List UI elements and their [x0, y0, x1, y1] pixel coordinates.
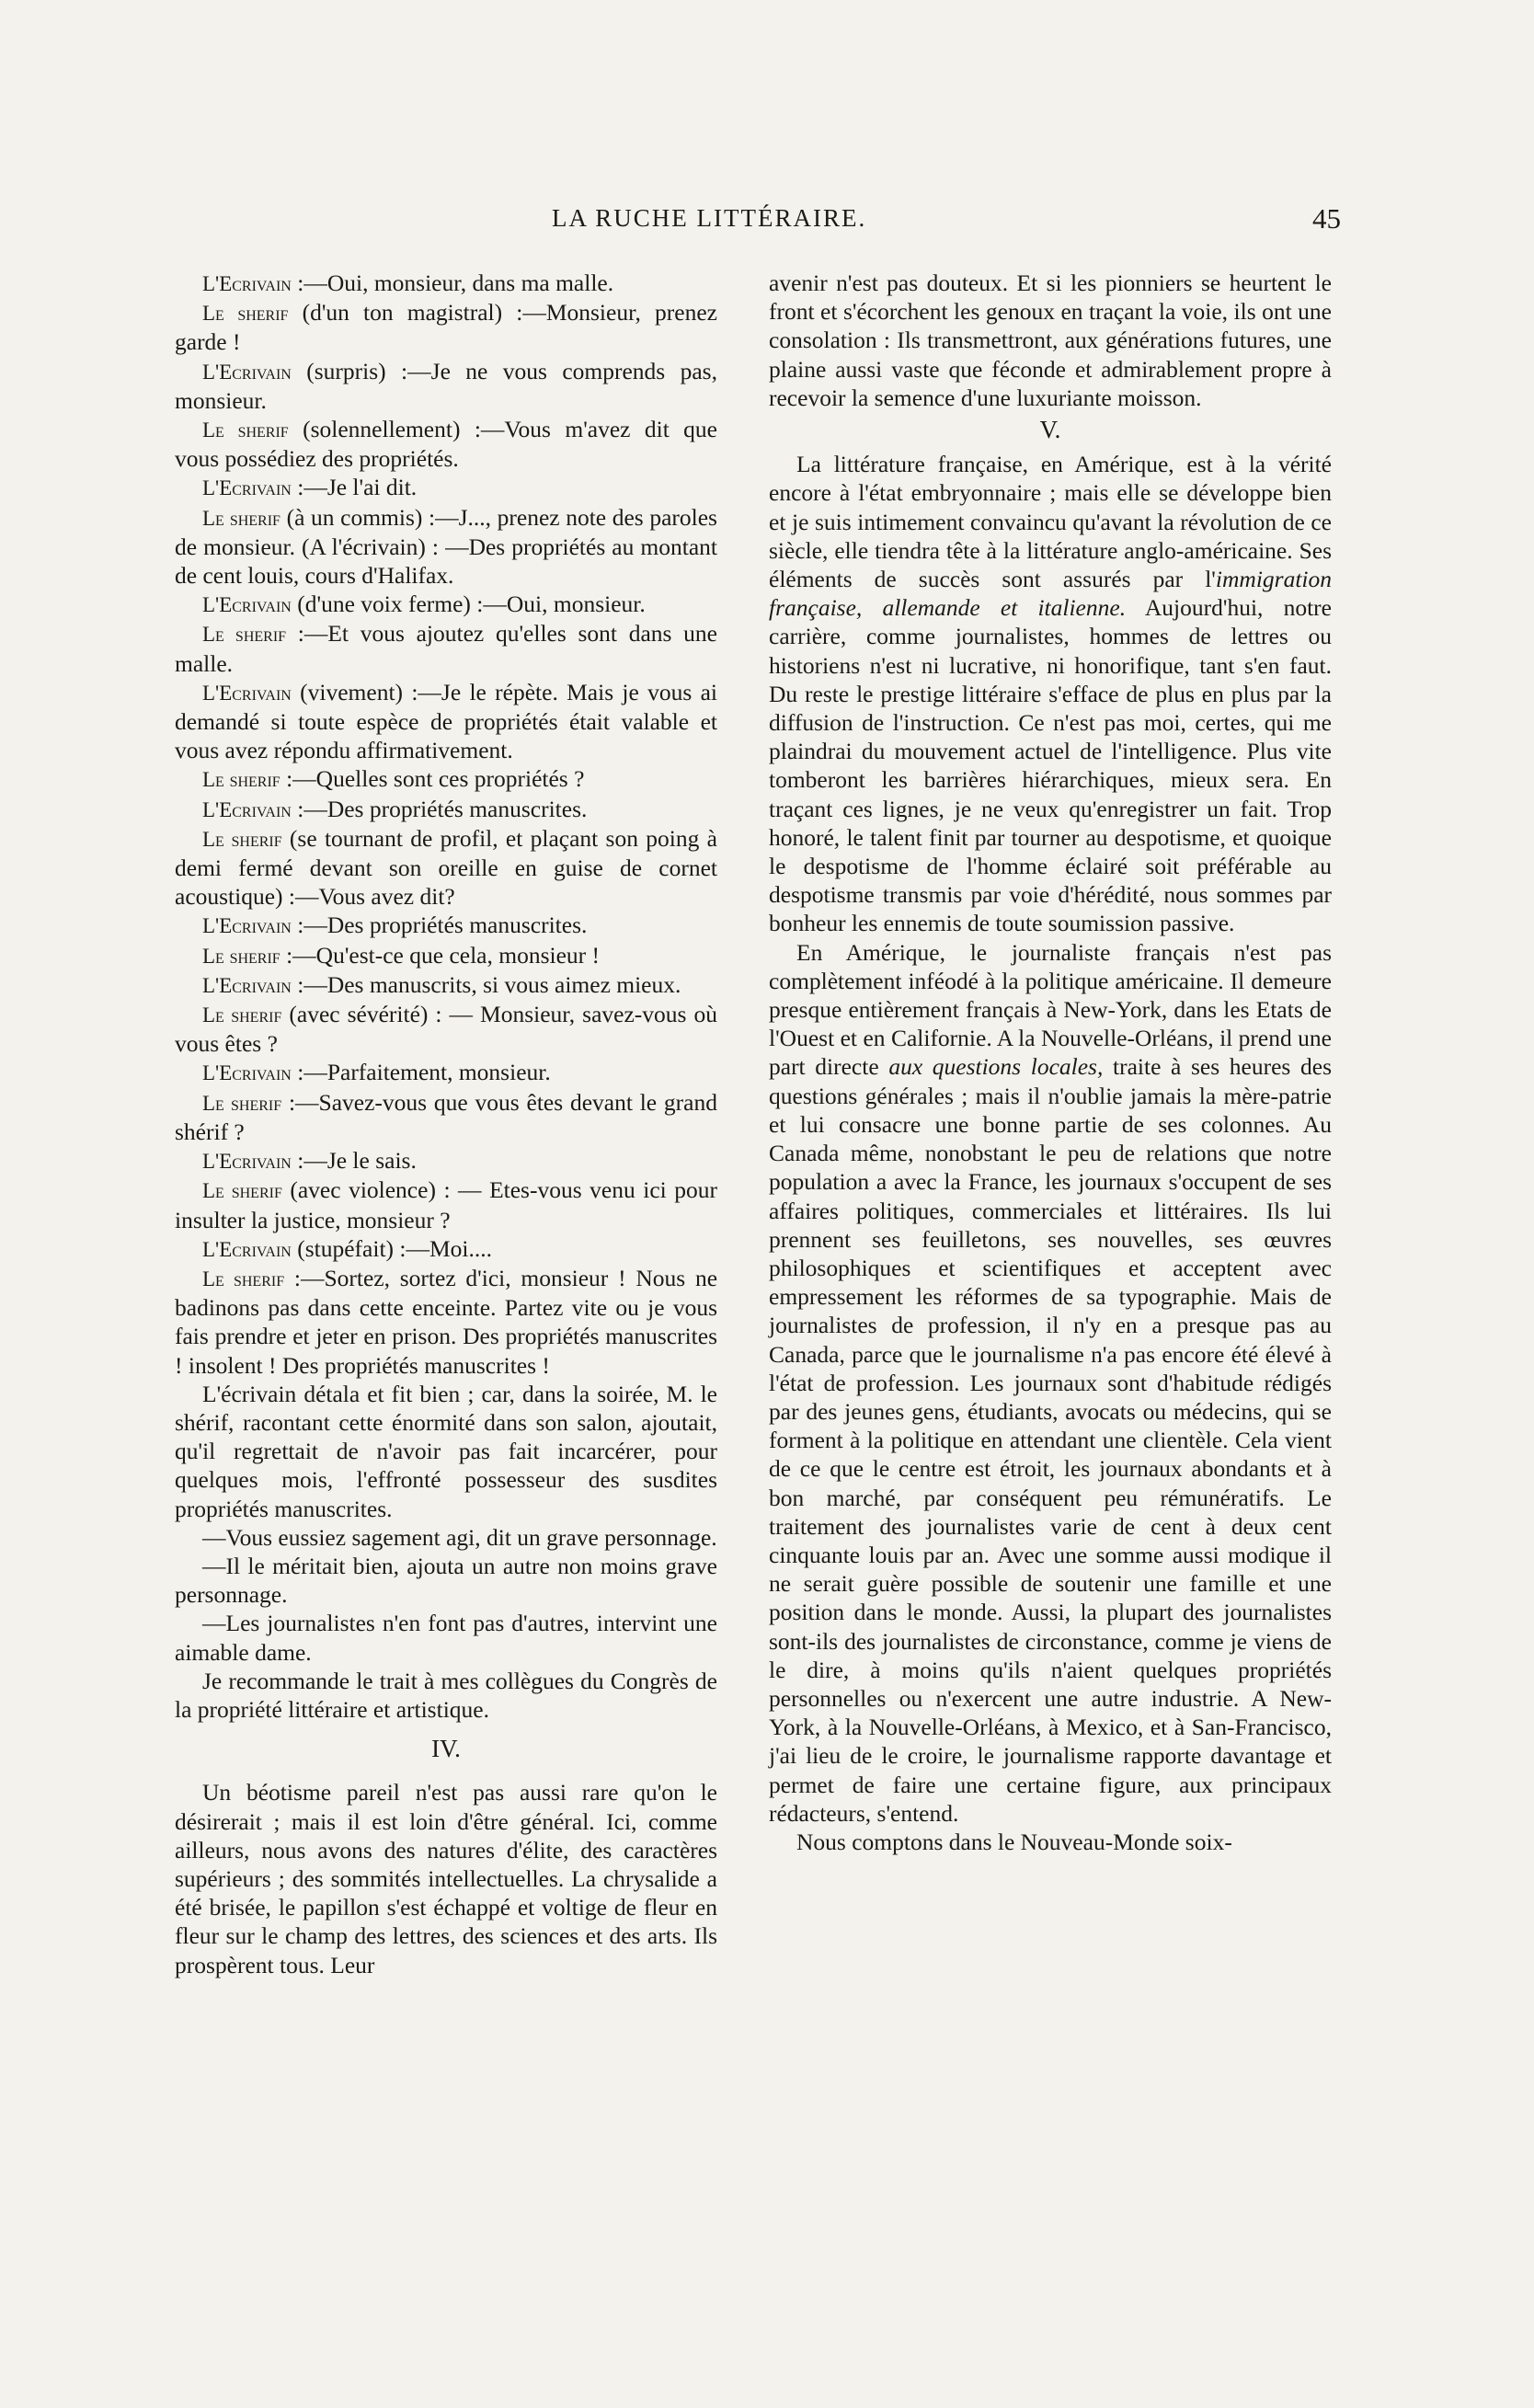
dialogue-line: [175, 269, 717, 298]
dialogue-line: [175, 678, 717, 765]
left-column: [175, 269, 717, 1979]
dialogue-text: (vivement) :—Je le répète. Mais je vous ai demandé si toute espèce de propriétés était valable et vous avez répondu affirmativement.: [175, 678, 717, 764]
speaker-name: Le sherif: [202, 1179, 282, 1203]
speaker-name: L'Ecrivain: [202, 476, 292, 500]
speaker-name: Le sherif: [202, 768, 280, 792]
speaker-name: Le sherif: [202, 506, 280, 530]
dialogue-text: :—Savez-vous que vous êtes devant le grand shérif ?: [175, 1088, 717, 1145]
dialogue-text: :—Je l'ai dit.: [291, 474, 418, 501]
dialogue-line: [175, 1146, 717, 1175]
speaker-name: L'Ecrivain: [202, 797, 292, 821]
dialogue-text: (se tournant de profil, et plaçant son poing à demi fermé devant son oreille en guise de cornet acoustique) :—Vous avez dit?: [175, 824, 717, 911]
speaker-name: Le sherif: [202, 302, 289, 326]
dialogue-text: :—Parfaitement, monsieur.: [291, 1059, 551, 1086]
speaker-name: L'Ecrivain: [202, 1150, 292, 1174]
text-run: En Amérique, le journaliste français n'est pas complètement inféodé à la politique américaine. Il demeure presque entièrement français à New-York, dans les Etats de l'Ouest et en Californie. A la Nouvelle-Orléans, il prend une part directe: [769, 938, 1332, 1081]
paragraph: —Il le méritait bien, ajouta un autre non moins grave personnage.: [175, 1552, 717, 1609]
page-number: 45: [1312, 202, 1341, 235]
dialogue-line: [175, 503, 717, 591]
dialogue-text: :—Qu'est-ce que cela, monsieur !: [280, 941, 601, 969]
dialogue-line: [175, 590, 717, 619]
dialogue-line: [175, 1000, 717, 1058]
paragraph: —Les journalistes n'en font pas d'autres, intervint une aimable dame.: [175, 1610, 717, 1666]
dialogue-line: [175, 1264, 717, 1380]
dialogue-line: [175, 824, 717, 912]
dialogue-text: :—Sortez, sortez d'ici, monsieur ! Nous ne badinons pas dans cette enceinte. Partez vite ou je vous fais prendre et jeter en prison. Des propriétés manuscrites ! insolent ! Des propriétés manuscrites !: [175, 1264, 718, 1379]
dialogue-line: [175, 941, 717, 970]
dialogue-line: [175, 415, 717, 473]
speaker-name: L'Ecrivain: [202, 681, 292, 705]
dialogue-text: (à un commis) :—J..., prenez note des paroles de monsieur. (A l'écrivain) : —Des propriétés au montant de cent louis, cours d'Halifax.: [175, 503, 717, 590]
italic-text: aux questions locales,: [888, 1053, 1104, 1081]
paragraph: [769, 450, 1332, 937]
speaker-name: L'Ecrivain: [202, 1237, 292, 1261]
speaker-name: Le sherif: [202, 419, 289, 442]
dialogue-text: :—Oui, monsieur, dans ma malle.: [291, 269, 614, 296]
text-run: Aujourd'hui, notre carrière, comme journalistes, hommes de lettres ou historiens n'est ni lucrative, ni honorifique, tant s'en faut. Du reste le prestige littéraire s'efface de plus en plus par la diffusion de l'instruction. Ce n'est pas moi, certes, qui me plaindrai du mouvement actuel de l'intelligence. Plus vite tomberont les barrières hiérarchiques, mieux sera. En traçant ces lignes, je ne veux qu'enregistrer un fait. Trop honoré, le talent finit par tourner au despotisme, et quoique le despotisme de l'homme éclairé soit préférable au despotisme transmis par voie d'hérédité, nous sommes par bonheur les ennemis de toute soumission passive.: [769, 594, 1332, 937]
speaker-name: Le sherif: [202, 1091, 282, 1115]
dialogue-line: [175, 473, 717, 502]
speaker-name: L'Ecrivain: [202, 593, 292, 617]
dialogue-text: :—Et vous ajoutez qu'elles sont dans une malle.: [175, 620, 717, 677]
dialogue-line: [175, 357, 717, 415]
dialogue-text: :—Des propriétés manuscrites.: [291, 795, 588, 822]
section-heading-iv: IV.: [431, 1735, 461, 1763]
dialogue-text: :—Des propriétés manuscrites.: [291, 912, 588, 939]
paragraph-continuation: avenir n'est pas douteux. Et si les pionniers se heurtent le front et s'écorchent les genoux en traçant la voie, ils ont une consolation : Ils transmettront, aux générations futures, une plaine aussi vaste que féconde et admirablement propre à recevoir la semence d'une luxuriante moisson.: [769, 269, 1332, 411]
text-run: La littérature française, en Amérique, est à la vérité encore à l'état embryonnaire ; mais elle se développe bien et je suis intimement convaincu qu'avant la révolution de ce siècle, elle tiendra tête à la littérature anglo-américaine. Ses éléments de succès sont assurés par l': [769, 451, 1332, 593]
speaker-name: L'Ecrivain: [202, 914, 292, 938]
dialogue-text: (d'un ton magistral) :—Monsieur, prenez garde !: [175, 299, 717, 356]
dialogue-block: [175, 269, 717, 1380]
dialogue-line: [175, 911, 717, 940]
speaker-name: L'Ecrivain: [202, 360, 292, 384]
speaker-name: Le sherif: [202, 1267, 285, 1290]
paragraph: —Vous eussiez sagement agi, dit un grave personnage.: [202, 1523, 717, 1551]
speaker-name: L'Ecrivain: [202, 1061, 292, 1085]
section-heading-v: V.: [1039, 416, 1061, 444]
dialogue-text: (avec violence) : — Etes-vous venu ici pour insulter la justice, monsieur ?: [175, 1176, 717, 1233]
dialogue-text: (solennellement) :—Vous m'avez dit que vous possédiez des propriétés.: [175, 416, 717, 473]
speaker-name: Le sherif: [202, 944, 280, 968]
dialogue-text: :—Quelles sont ces propriétés ?: [280, 765, 585, 793]
dialogue-text: (stupéfait) :—Moi....: [291, 1234, 492, 1262]
dialogue-line: [175, 1058, 717, 1087]
dialogue-line: [175, 619, 717, 677]
dialogue-line: [175, 298, 717, 356]
paragraph: L'écrivain détala et fit bien ; car, dans la soirée, M. le shérif, racontant cette énormité dans son salon, ajoutait, qu'il regrettait de n'avoir pas fait incarcérer, pour quelques mois, l'effronté possesseur des susdites propriétés manuscrites.: [175, 1380, 717, 1522]
speaker-name: Le sherif: [202, 623, 287, 647]
dialogue-text: (d'une voix ferme) :—Oui, monsieur.: [291, 591, 646, 618]
dialogue-line: [175, 1088, 717, 1146]
italic-text: immigration française, allemande et italienne.: [769, 566, 1332, 622]
running-head: [552, 204, 1334, 233]
paragraph: Nous comptons dans le Nouveau-Monde soix-: [796, 1828, 1232, 1855]
paragraph: Je recommande le trait à mes collègues du Congrès de la propriété littéraire et artistique.: [175, 1667, 717, 1723]
speaker-name: L'Ecrivain: [202, 973, 292, 997]
paragraph: Un béotisme pareil n'est pas aussi rare qu'on le désirerait ; mais il est loin d'être général. Ici, comme ailleurs, nous avons des natures d'élite, des caractères supérieurs ; des sommités intellectuelles. La chrysalide a été brisée, le papillon s'est échappé et voltige de fleur en fleur sur le champ des lettres, des sciences et des arts. Ils prospèrent tous. Leur: [175, 1779, 717, 1978]
dialogue-line: [175, 795, 717, 824]
dialogue-text: (avec sévérité) : — Monsieur, savez-vous où vous êtes ?: [175, 1001, 718, 1058]
speaker-name: Le sherif: [202, 1003, 282, 1027]
text-run: traite à ses heures des questions générales ; mais il n'oublie jamais la mère-patrie et lui consacre une bonne partie de ses colonnes. Au Canada même, nonobstant le peu de relations que notre population a avec la France, les journaux s'occupent de ses affaires politiques, commerciales et littéraires. Ils lui prennent ses feuilletons, ses nouvelles, ses œuvres philosophiques et scientifiques et acceptent avec empressement les réformes de sa typographie. Mais de journalistes de profession, il n'y en a presque pas au Canada, parce que le journalisme n'a pas encore été élevé à l'état de profession. Les journaux sont d'habitude rédigés par des jeunes gens, étudiants, avocats ou médecins, qui se forment à la politique en attendant une clientèle. Cela vient de ce que le centre est étroit, les journaux abondants et à bon marché, par conséquent peu rémunératifs. Le traitement des journalistes varie de cent à deux cent cinquante louis par an. Avec une somme aussi modique il ne serait guère possible de soutenir une famille et une position dans le monde. Aussi, la plupart des journalistes sont-ils des journalistes de circonstance, comme je viens de le dire, à moins qu'ils n'aient quelques propriétés personnelles ou n'exercent une autre industrie. A New-York, à la Nouvelle-Orléans, à Mexico, et à San-Francisco, j'ai lieu de le croire, le journalisme rapporte davantage et permet de faire une certaine figure, aux principaux rédacteurs, s'entend.: [769, 1053, 1332, 1827]
speaker-name: L'Ecrivain: [202, 272, 292, 295]
dialogue-line: [175, 1175, 717, 1233]
speaker-name: Le sherif: [202, 827, 282, 851]
dialogue-line: [175, 764, 717, 794]
dialogue-text: (surpris) :—Je ne vous comprends pas, monsieur.: [175, 357, 717, 414]
paragraph: [769, 938, 1332, 1828]
running-head-title: LA RUCHE LITTÉRAIRE.: [552, 204, 867, 232]
dialogue-line: [175, 970, 717, 1000]
dialogue-text: :—Je le sais.: [291, 1147, 417, 1175]
dialogue-text: :—Des manuscrits, si vous aimez mieux.: [291, 970, 681, 998]
dialogue-line: [175, 1234, 717, 1264]
right-column: [769, 269, 1332, 1856]
